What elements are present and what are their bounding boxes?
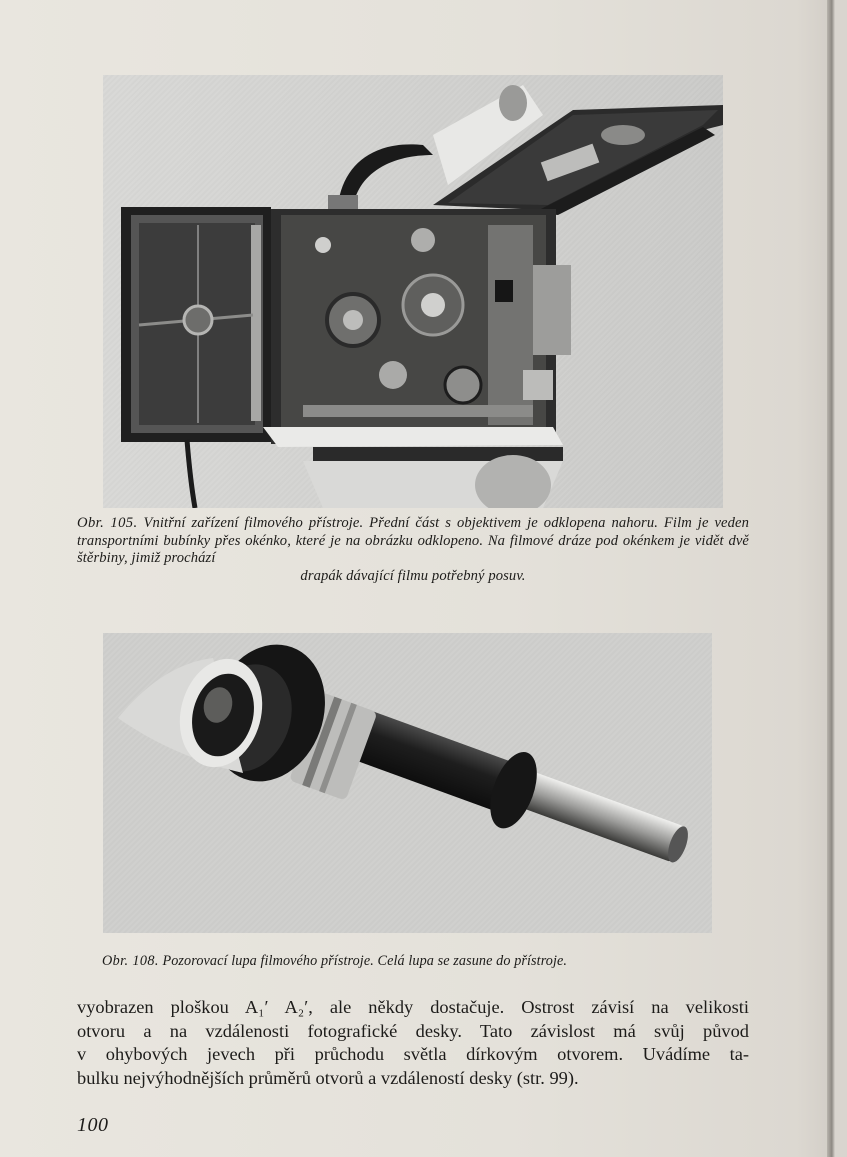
figure-108-photo	[103, 633, 712, 933]
page-number: 100	[77, 1114, 109, 1136]
figure-105-caption-line-2: nahoru. Film je veden transportními bubínky přes okénko, které je na obrázku	[77, 515, 750, 549]
figure-108-label: Obr. 108.	[102, 953, 159, 969]
body-line-3: v ohybových jevech při průchodu světla dírkovým otvorem. Uvádíme ta-	[77, 1044, 749, 1065]
figure-105-photo	[103, 75, 723, 508]
figure-105-caption	[77, 515, 749, 585]
figure-105-caption-line-1: Vnitřní zařízení filmového přístroje. Přední část s objektivem je odklopena	[143, 515, 606, 531]
page-edge	[835, 0, 847, 1157]
book-spine-shadow	[827, 0, 835, 1157]
figure-108-caption	[102, 953, 742, 971]
figure-105-caption-line-3: odklopeno. Na filmové dráze pod okénkem je vidět dvě štěrbiny, jimiž prochází	[77, 532, 749, 566]
body-line-1: vyobrazen ploškou A₁′ A₂′, ale někdy dostačuje. Ostrost závisí na velikosti	[77, 997, 749, 1017]
body-line-4: bulku nejvýhodnějších průměrů otvorů a vzdáleností desky (str. 99).	[77, 1067, 579, 1088]
figure-105-caption-line-4: drapák dávající filmu potřebný posuv.	[300, 567, 526, 584]
figure-105-label: Obr. 105.	[77, 515, 138, 531]
body-paragraph	[77, 996, 749, 1090]
body-line-2: otvoru a na vzdálenosti fotografické desky. Tato závislost má svůj původ	[77, 1020, 749, 1041]
figure-108-caption-text: Pozorovací lupa filmového přístroje. Celá lupa se zasune do přístroje.	[162, 953, 568, 969]
